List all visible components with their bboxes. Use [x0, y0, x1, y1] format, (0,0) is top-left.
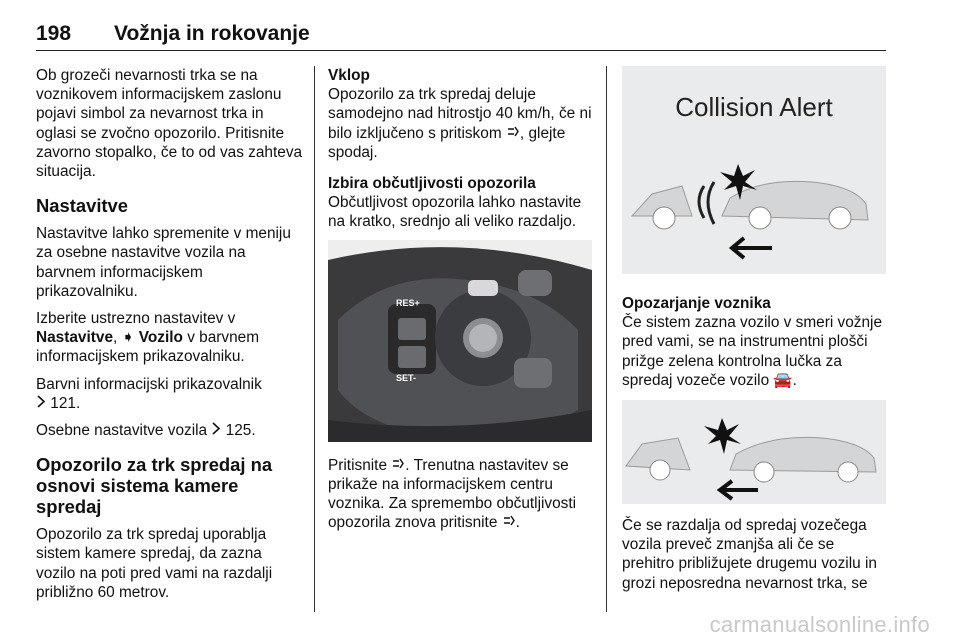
- reference-arrow-icon: [36, 395, 46, 412]
- warning-heading: Opozarjanje voznika: [622, 295, 771, 312]
- page-title: Vožnja in rokovanje: [114, 22, 310, 45]
- page-number: 198: [36, 22, 72, 45]
- set-minus-label: SET-: [396, 372, 417, 383]
- collision-sensitivity-icon: [391, 457, 405, 474]
- camera-paragraph: Opozorilo za trk spredaj uporablja sistem kamere spredaj, da zazna vozilo na poti pred vami na razdalji približno 60 metrov.: [36, 526, 273, 601]
- collision-alert-button[interactable]: [468, 280, 498, 296]
- press-paragraph: Pritisnite . Trenutna nastavitev se prikaže na informacijskem centru voznika. Za spremembo občutljivosti opozorila znova pritisnite .: [328, 456, 577, 532]
- settings-menu-label: Nastavitve: [36, 329, 113, 347]
- vklop-heading: Vklop: [328, 67, 370, 84]
- sensitivity-paragraph: Občutljivost opozorila lahko nastavite na kratko, srednjo ali veliko razdaljo.: [328, 194, 582, 231]
- intro-paragraph: Ob grozeči nevarnosti trka se na voznikovem informacijskem zaslonu pojavi simbol za nevarnost trka in oglasi se zvočno opozorilo. Pritisnite zavorno stopalko, če to od vas zahteva situacija.: [36, 67, 303, 181]
- reference-arrow-icon: [211, 422, 221, 439]
- column-divider: [314, 66, 315, 612]
- menu-arrow-icon: ➧: [121, 329, 135, 347]
- settings-paragraph-2: Izberite ustrezno nastavitev v Nastavitve, ➧ Vozilo v barvnem informacijskem prikazovalniku.: [36, 310, 260, 366]
- reference-personal-settings[interactable]: Osebne nastavitve vozila 125.: [36, 422, 256, 440]
- column-3: [622, 66, 890, 601]
- collision-sensitivity-icon: [506, 125, 520, 142]
- watermark: carmanualsonline.info: [709, 612, 930, 637]
- column-2: [328, 66, 596, 540]
- vehicle-menu-label: Vozilo: [138, 329, 183, 347]
- reference-color-display[interactable]: Barvni informacijski prikazovalnik 121.: [36, 375, 262, 412]
- settings-heading: Nastavitve: [36, 195, 129, 217]
- vklop-paragraph: Opozorilo za trk spredaj deluje samodejno nad hitrostjo 40 km/h, če ni bilo izključeno s pritiskom , glejte spodaj.: [328, 86, 592, 161]
- collision-alert-figure: [622, 66, 886, 274]
- sensitivity-heading: Izbira občutljivosti opozorila: [328, 175, 536, 193]
- collision-sensitivity-icon: [502, 514, 516, 531]
- camera-heading: Opozorilo za trk spredaj na osnovi sistema kamere spredaj: [36, 454, 273, 518]
- collision-alert-title: Collision Alert: [675, 92, 833, 122]
- column-1: [36, 66, 304, 610]
- res-plus-label: RES+: [396, 297, 420, 308]
- page-header: [36, 22, 886, 51]
- column-divider: [606, 66, 607, 612]
- approach-warning-figure: [622, 400, 886, 504]
- distance-paragraph: Če se razdalja od spredaj vozečega vozila preveč zmanjša ali če se prehitro približujete drugemu vozilu in grozi neposredna nevarnost trka, se: [622, 517, 877, 592]
- vehicle-ahead-icon: 🚘: [773, 371, 793, 389]
- warning-paragraph: Če sistem zazna vozilo v smeri vožnje pred vami, se na instrumentni plošči prižge zelena kontrolna lučka za spredaj vozeče vozilo 🚘.: [622, 314, 883, 389]
- steering-wheel-buttons-figure: [328, 240, 592, 442]
- settings-paragraph-1: Nastavitve lahko spremenite v meniju za osebne nastavitve vozila na barvnem informacijskem prikazovalniku.: [36, 225, 291, 300]
